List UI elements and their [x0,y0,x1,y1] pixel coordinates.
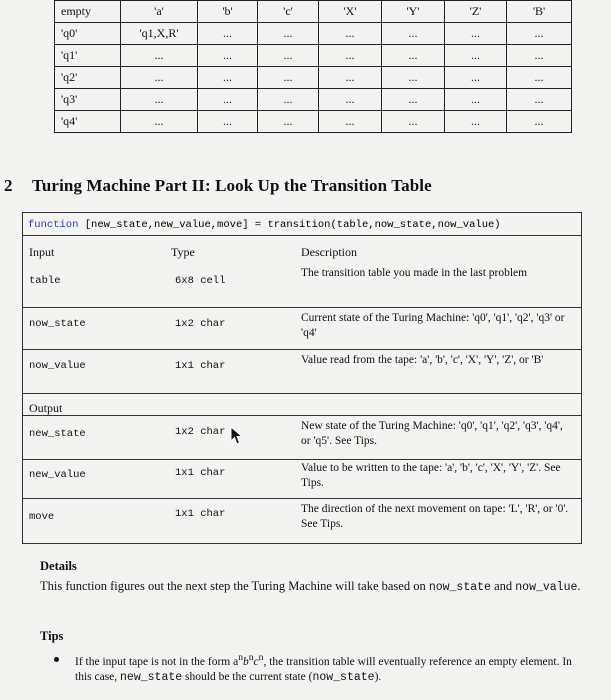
state-table-cell: 'q0' [55,23,121,45]
input-type-table: 6x8 cell [175,275,226,287]
output-name-new-value: new_value [29,469,86,481]
state-table-cell: ... [507,45,572,67]
state-table-cell: ... [382,45,445,67]
state-table-cell: 'a' [121,1,198,23]
state-table-cell: ... [258,45,319,67]
tips-text [75,650,585,685]
tips-bullet [54,657,59,662]
mouse-cursor-icon [230,426,244,446]
state-table-cell: ... [507,67,572,89]
state-table-cell: ... [445,23,507,45]
tips-superscript: n [238,652,243,663]
state-table-cell: ... [258,23,319,45]
state-table-cell: ... [319,111,382,133]
state-table-cell: ... [319,67,382,89]
state-table-cell: ... [198,45,258,67]
details-text-part: . [577,579,581,593]
state-table-header-row [55,1,572,23]
tips-math: c [253,655,259,668]
output-description-new-state: New state of the Turing Machine: 'q0', 'q1', 'q2', 'q3', 'q4', or 'q5'. See Tips. [301,420,563,447]
details-code-now-state: now_state [428,581,491,594]
state-table-cell: ... [445,67,507,89]
output-name-new-state: new_state [29,428,86,440]
state-table-cell: 'Y' [382,1,445,23]
state-table-row [55,111,572,133]
state-table-cell: 'q4' [55,111,121,133]
state-table-cell: ... [382,67,445,89]
function-signature [28,219,501,231]
state-table-cell: ... [258,89,319,111]
state-table-cell: 'b' [198,1,258,23]
tips-text-part: ). [374,670,382,683]
state-table-row [55,45,572,67]
function-spec-box [22,212,582,544]
state-table-cell: 'q3' [55,89,121,111]
state-table-cell: ... [198,23,258,45]
description-heading: Description [301,245,357,259]
state-table-cell: ... [121,67,198,89]
state-table-cell: ... [198,67,258,89]
state-table-cell: ... [445,45,507,67]
output-name-move: move [29,511,55,523]
tips-heading: Tips [40,629,64,643]
input-description-table: The transition table you made in the last problem [301,267,528,279]
state-table-cell: ... [198,111,258,133]
tips-superscript: n [248,652,254,663]
state-table-cell: 'c' [258,1,319,23]
state-table-row [55,89,572,111]
state-table-cell: ... [121,89,198,111]
input-heading: Input [29,245,55,259]
state-table-cell: ... [319,45,382,67]
type-heading: Type [171,245,195,259]
state-table-cell: 'B' [507,1,572,23]
input-name-now-value: now_value [29,360,86,372]
tips-superscript: n [258,652,264,663]
details-text [40,578,585,596]
input-description-now-value: Value read from the tape: 'a', 'b', 'c', 'X', 'Y', 'Z', or 'B' [301,354,544,366]
state-table-cell: ... [382,111,445,133]
state-table-row [55,23,572,45]
details-text-part: and [490,579,516,593]
state-table-cell: 'Z' [445,1,507,23]
state-table-cell: 'q1,X,R' [121,23,198,45]
state-table-cell: ... [121,111,198,133]
state-table-cell: ... [382,23,445,45]
tips-text-part: , the transition table will eventually reference an empty element. In this case, [75,655,572,683]
state-table-cell: ... [258,111,319,133]
state-table-cell: empty [55,1,121,23]
state-table-row [55,67,572,89]
state-table-cell: ... [507,23,572,45]
output-type-move: 1x1 char [175,508,226,520]
tips-text-part: If the input tape is not in the form a [75,655,239,668]
input-description-now-state: Current state of the Turing Machine: 'q0', 'q1', 'q2', 'q3' or 'q4' [301,312,565,339]
tips-code-new-state: new_state [120,670,183,684]
input-type-now-state: 1x2 char [175,318,226,330]
input-name-now-state: now_state [29,318,86,330]
input-type-now-value: 1x1 char [175,360,226,372]
state-table-cell: ... [319,89,382,111]
state-table-cell: ... [382,89,445,111]
state-transition-table [54,0,572,133]
tips-text-part: should be the current state ( [182,670,313,683]
tips-code-now-state: now_state [312,670,375,684]
state-table-cell: ... [198,89,258,111]
function-signature-text: [new_state,new_value,move] = transition(table,now_state,now_value) [78,219,501,231]
state-table-cell: ... [258,67,319,89]
output-description-move: The direction of the next movement on tape: 'L', 'R', or '0'. See Tips. [301,503,569,530]
state-table-cell: ... [319,23,382,45]
tips-math: b [243,655,249,668]
state-table-cell: ... [507,111,572,133]
function-keyword: function [28,219,79,231]
output-heading: Output [29,401,63,415]
state-table-cell: 'q2' [55,67,121,89]
output-type-new-state: 1x2 char [175,426,226,438]
details-text-part: This function figures out the next step the Turing Machine will take based on [40,579,429,593]
state-table-cell: ... [507,89,572,111]
state-table-cell: ... [445,89,507,111]
state-table-cell: 'q1' [55,45,121,67]
output-description-new-value: Value to be written to the tape: 'a', 'b', 'c', 'X', 'Y', 'Z'. See Tips. [301,462,561,489]
state-table-cell: ... [121,45,198,67]
input-name-table: table [29,275,61,287]
details-code-now-value: now_value [515,581,578,594]
state-table-cell: ... [445,111,507,133]
section-number: 2 [4,176,13,195]
details-heading: Details [40,559,77,573]
output-type-new-value: 1x1 char [175,467,226,479]
state-table-cell: 'X' [319,1,382,23]
section-title: Turing Machine Part II: Look Up the Transition Table [32,176,432,195]
